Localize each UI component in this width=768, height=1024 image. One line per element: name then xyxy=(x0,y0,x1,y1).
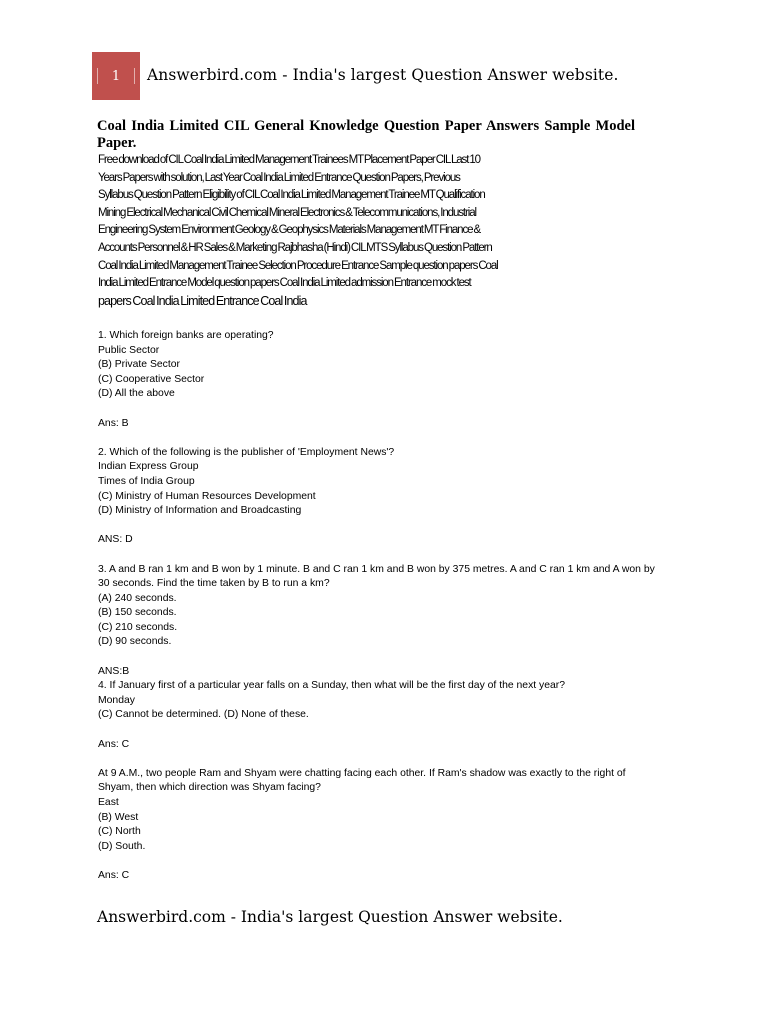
question-text-line: At 9 A.M., two people Ram and Shyam were chatting facing each other. If Ram's shadow was exactly to the right of Shyam, then which direction was Shyam facing? xyxy=(98,767,626,794)
intro-line: Engineering System Environment Geology & Geophysics Materials Management MT Finance & xyxy=(98,224,481,237)
blank-line xyxy=(98,519,663,534)
question-text-line: ANS: D xyxy=(98,534,133,546)
blank-line xyxy=(98,431,663,446)
question-text-line: Ans: B xyxy=(98,417,129,429)
question-text-line: (C) Cooperative Sector xyxy=(98,373,205,385)
intro-line: India Limited Entrance Model question papers Coal India Limited admission Entrance mock test xyxy=(98,277,471,290)
document-title: Coal India Limited CIL General Knowledge Question Paper Answers Sample Model Paper. xyxy=(97,118,635,151)
intro-line: Mining Electrical Mechanical Civil Chemical Mineral Electronics & Telecommunications, Industrial xyxy=(98,206,476,219)
intro-line: Accounts Personnel & HR Sales & Marketing Rajbhasha (Hindi) CIL MTS Syllabus Question Pattern xyxy=(98,241,492,254)
question-list xyxy=(98,329,663,884)
page-number: 1 xyxy=(111,68,121,84)
question-text-line: Ans: C xyxy=(98,738,130,750)
blank-line xyxy=(98,548,663,563)
intro-line: Years Papers with solution, Last Year Coal India Limited Entrance Question Papers, Previous xyxy=(98,171,460,184)
question-text-line: Ans: C xyxy=(98,869,130,881)
intro-line: Coal India Limited Management Trainee Selection Procedure Entrance Sample question papers Coal xyxy=(98,259,498,272)
question-text-line: (D) 90 seconds. xyxy=(98,636,172,648)
blank-line xyxy=(98,854,663,869)
question-text-line: 2. Which of the following is the publisher of 'Employment News'? xyxy=(98,446,395,458)
question-text-line: (B) 150 seconds. xyxy=(98,607,177,619)
question-text-line: Times of India Group xyxy=(98,475,195,487)
question-text-line: (B) West xyxy=(98,811,139,823)
intro-line: Free download of CIL Coal India Limited Management Trainees MT Placement Paper CIL Last 10 xyxy=(98,154,480,166)
question-text-line: (B) Private Sector xyxy=(98,359,180,371)
intro-line: Syllabus Question Pattern Eligibility of CIL Coal India Limited Management Trainee MT Qualification xyxy=(98,189,485,202)
question-text-line: Indian Express Group xyxy=(98,461,199,473)
question-text-line: (C) Cannot be determined. (D) None of these. xyxy=(98,709,309,721)
question-text-line: (D) Ministry of Information and Broadcasting xyxy=(98,505,302,517)
blank-line xyxy=(98,723,663,738)
question-text-line: (A) 240 seconds. xyxy=(98,592,177,604)
question-text-line: 1. Which foreign banks are operating? xyxy=(98,330,274,341)
intro-paragraph xyxy=(98,152,498,310)
question-text-line: ANS:B xyxy=(98,665,130,677)
site-footer: Answerbird.com - India's largest Question Answer website. xyxy=(97,908,563,926)
question-text-line: East xyxy=(98,797,119,808)
question-text-line: 3. A and B ran 1 km and B won by 1 minute. B and C ran 1 km and B won by 375 metres. A and C ran 1 km and A won by 30 seconds. Find the time taken by B to run a km? xyxy=(98,563,655,590)
question-text-line: (D) All the above xyxy=(98,388,175,400)
site-header: Answerbird.com - India's largest Question Answer website. xyxy=(147,66,619,84)
blank-line xyxy=(98,752,663,767)
blank-line xyxy=(98,402,663,417)
question-text-line: (C) 210 seconds. xyxy=(98,621,178,633)
question-text-line: (D) South. xyxy=(98,840,146,852)
question-text-line: (C) North xyxy=(98,826,141,838)
blank-line xyxy=(98,650,663,665)
question-text-line: Monday xyxy=(98,694,135,706)
badge-frame xyxy=(97,68,135,84)
question-text-line: 4. If January first of a particular year falls on a Sunday, then what will be the first day of the next year? xyxy=(98,680,566,692)
question-text-line: (C) Ministry of Human Resources Development xyxy=(98,490,316,502)
question-text-line: Public Sector xyxy=(98,344,160,356)
page-number-badge xyxy=(92,52,140,100)
intro-line: papers Coal India Limited Entrance Coal India xyxy=(98,293,307,308)
